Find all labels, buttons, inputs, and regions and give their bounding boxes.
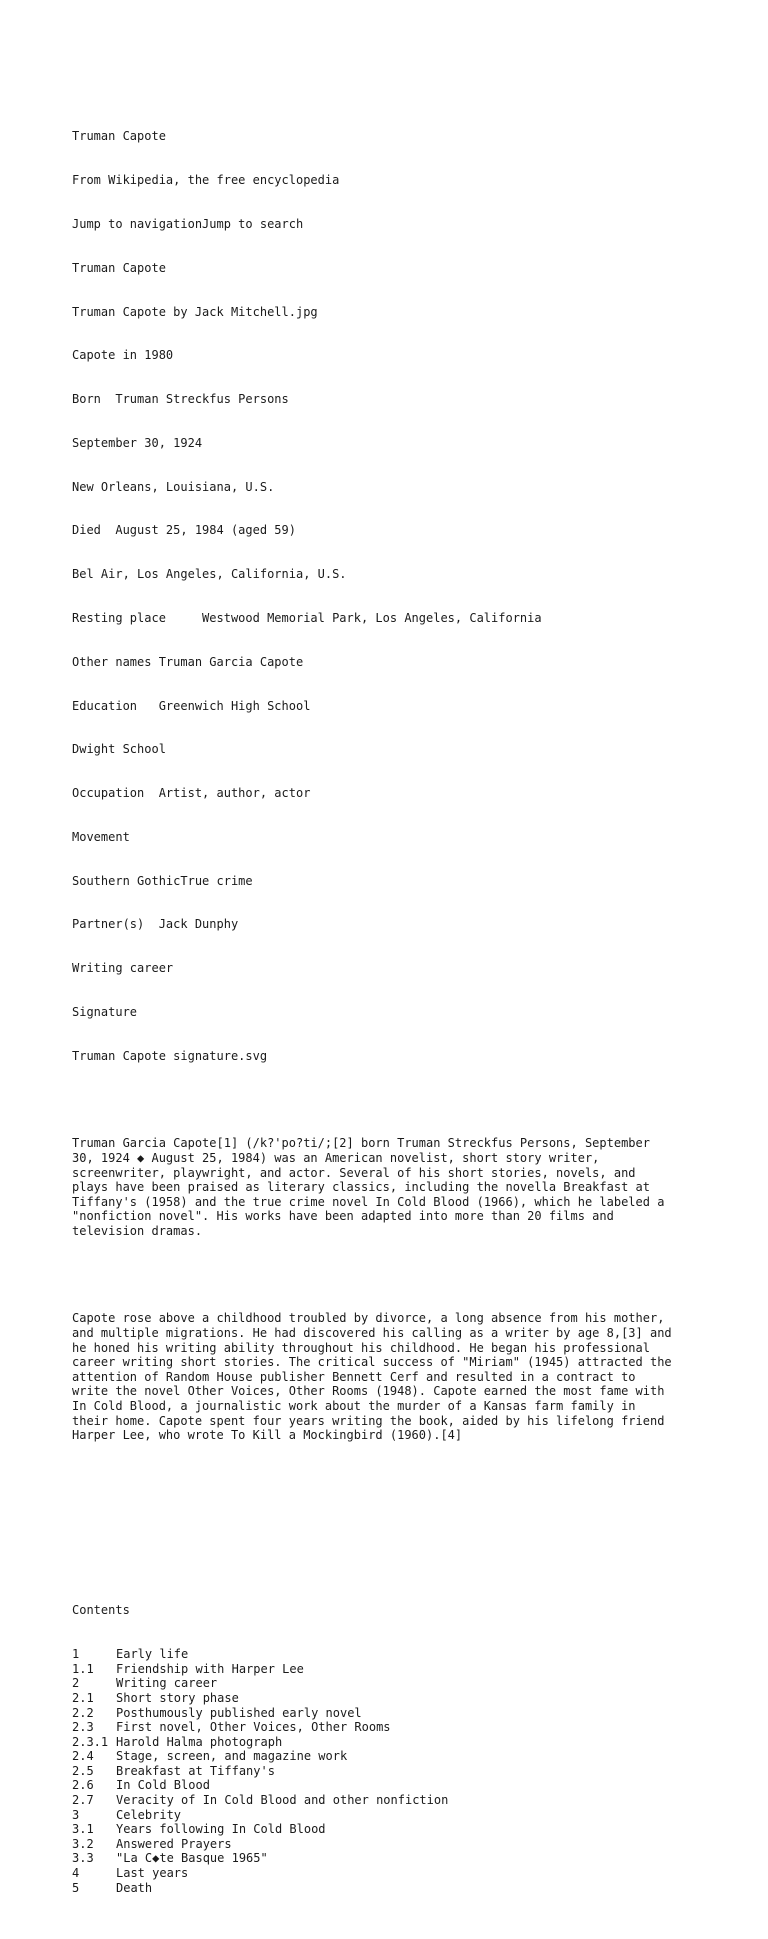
toc-label[interactable]: Early life	[116, 1647, 189, 1662]
toc-number: 2.5	[72, 1763, 94, 1778]
toc-label[interactable]: Veracity of In Cold Blood and other nonfiction	[116, 1793, 449, 1808]
toc-label[interactable]: Short story phase	[116, 1690, 239, 1705]
toc-label[interactable]: Breakfast at Tiffany's	[116, 1763, 275, 1778]
toc-number: 3.2	[72, 1836, 94, 1851]
born-row: Born Truman Streckfus Persons	[72, 392, 289, 407]
toc-label[interactable]: Years following In Cold Blood	[116, 1822, 326, 1837]
contents-title: Contents	[72, 1603, 130, 1618]
jump-links[interactable]: Jump to navigationJump to search	[72, 216, 304, 231]
toc-label[interactable]: In Cold Blood	[116, 1778, 210, 1793]
second-paragraph: Capote rose above a childhood troubled by divorce, a long absence from his mother, and multiple migrations. He had discovered his calling as a writer by age 8,[3] and he honed his writing ability throughout his childhood. He began his professional career writing short stories. The critical success of "Miriam" (1945) attracted the attention of Random House publisher Bennett Cerf and resulted in a contract to write the novel Other Voices, Other Rooms (1948). Capote earned the most fame with In Cold Blood, a journalistic work about the murder of a Kansas farm family in their home. Capote spent four years writing the book, aided by his lifelong friend Harper Lee, who wrote To Kill a Mockingbird (1960).[4]	[72, 1311, 672, 1443]
toc-number: 4	[72, 1866, 80, 1881]
toc-item[interactable]	[72, 1706, 702, 1721]
document-page	[72, 71, 702, 1939]
toc-label[interactable]: Celebrity	[116, 1807, 182, 1822]
toc-item[interactable]	[72, 1720, 702, 1735]
other-names-row: Other names Truman Garcia Capote	[72, 654, 304, 669]
signature-label: Signature	[72, 1005, 138, 1019]
intro-paragraph: Truman Garcia Capote[1] (/k?'po?ti/;[2] born Truman Streckfus Persons, September 30, 1924 ◆ August 25, 1984) was an American novelist, short story writer, screenwriter, playwright, and actor. Several of his short stories, novels, and plays have been praised as literary classics, including the novella Breakfast at Tiffany's (1958) and the true crime novel In Cold Blood (1966), which he labeled a "nonfiction novel". His works have been adapted into more than 20 films and television dramas.	[72, 1136, 665, 1238]
resting-place-row: Resting place Westwood Memorial Park, Los Angeles, California	[72, 610, 542, 625]
toc-item[interactable]	[72, 1676, 702, 1691]
image-caption: Capote in 1980	[72, 348, 174, 363]
toc-item[interactable]	[72, 1866, 702, 1881]
toc-number: 2.3.1	[72, 1734, 109, 1749]
toc-item[interactable]	[72, 1778, 702, 1793]
site-tagline: From Wikipedia, the free encyclopedia	[72, 173, 340, 188]
paragraph-gap	[72, 1268, 702, 1283]
toc-number: 5	[72, 1880, 80, 1895]
toc-item[interactable]	[72, 1662, 702, 1677]
toc-item[interactable]	[72, 1808, 702, 1823]
signature-filename[interactable]: Truman Capote signature.svg	[72, 1048, 268, 1063]
toc-label[interactable]: "La C◆te Basque 1965"	[116, 1851, 268, 1866]
education-school: Dwight School	[72, 742, 166, 757]
image-filename[interactable]: Truman Capote by Jack Mitchell.jpg	[72, 304, 318, 319]
toc-label[interactable]: Writing career	[116, 1676, 218, 1691]
toc-number: 3	[72, 1807, 80, 1822]
died-place: Bel Air, Los Angeles, California, U.S.	[72, 567, 347, 582]
toc-label[interactable]: Death	[116, 1880, 153, 1895]
education-row: Education Greenwich High School	[72, 698, 311, 713]
toc-item[interactable]	[72, 1793, 702, 1808]
toc-item[interactable]	[72, 1822, 702, 1837]
toc-item[interactable]	[72, 1735, 702, 1750]
toc-number: 3.1	[72, 1822, 94, 1837]
toc-number: 2.7	[72, 1793, 94, 1808]
movement-value: Southern GothicTrue crime	[72, 873, 253, 888]
toc-number: 3.3	[72, 1851, 94, 1866]
toc-number: 2.6	[72, 1778, 94, 1793]
toc-item[interactable]	[72, 1764, 702, 1779]
toc-number: 2.4	[72, 1749, 94, 1764]
toc-item[interactable]	[72, 1647, 702, 1662]
toc-label[interactable]: Answered Prayers	[116, 1836, 232, 1851]
toc-item[interactable]	[72, 1691, 702, 1706]
toc-label[interactable]: First novel, Other Voices, Other Rooms	[116, 1720, 391, 1735]
writing-career-label: Writing career	[72, 961, 174, 976]
toc-label[interactable]: Last years	[116, 1866, 189, 1881]
section-gap-1	[72, 1472, 702, 1487]
toc-item[interactable]	[72, 1837, 702, 1852]
toc-number: 1.1	[72, 1661, 94, 1676]
born-date: September 30, 1924	[72, 435, 203, 450]
infobox-lines	[72, 100, 702, 1092]
toc-number: 2.3	[72, 1720, 94, 1735]
toc-item[interactable]	[72, 1851, 702, 1866]
toc-item[interactable]	[72, 1749, 702, 1764]
toc-label[interactable]: Harold Halma photograph	[116, 1734, 283, 1749]
movement-label: Movement	[72, 829, 130, 844]
section-gap-2	[72, 1516, 702, 1531]
toc-label[interactable]: Stage, screen, and magazine work	[116, 1749, 348, 1764]
toc-number: 2	[72, 1676, 80, 1691]
occupation-row: Occupation Artist, author, actor	[72, 786, 311, 801]
toc-list	[72, 1647, 702, 1895]
died-row: Died August 25, 1984 (aged 59)	[72, 523, 296, 538]
table-of-contents	[72, 1574, 702, 1924]
article-title: Truman Capote	[72, 129, 166, 144]
toc-label[interactable]: Posthumously published early novel	[116, 1705, 362, 1720]
toc-number: 2.2	[72, 1705, 94, 1720]
partner-row: Partner(s) Jack Dunphy	[72, 917, 239, 932]
toc-number: 1	[72, 1647, 80, 1662]
toc-number: 2.1	[72, 1690, 94, 1705]
born-place: New Orleans, Louisiana, U.S.	[72, 479, 275, 494]
toc-label[interactable]: Friendship with Harper Lee	[116, 1661, 304, 1676]
toc-item[interactable]	[72, 1881, 702, 1896]
infobox-title: Truman Capote	[72, 260, 166, 275]
